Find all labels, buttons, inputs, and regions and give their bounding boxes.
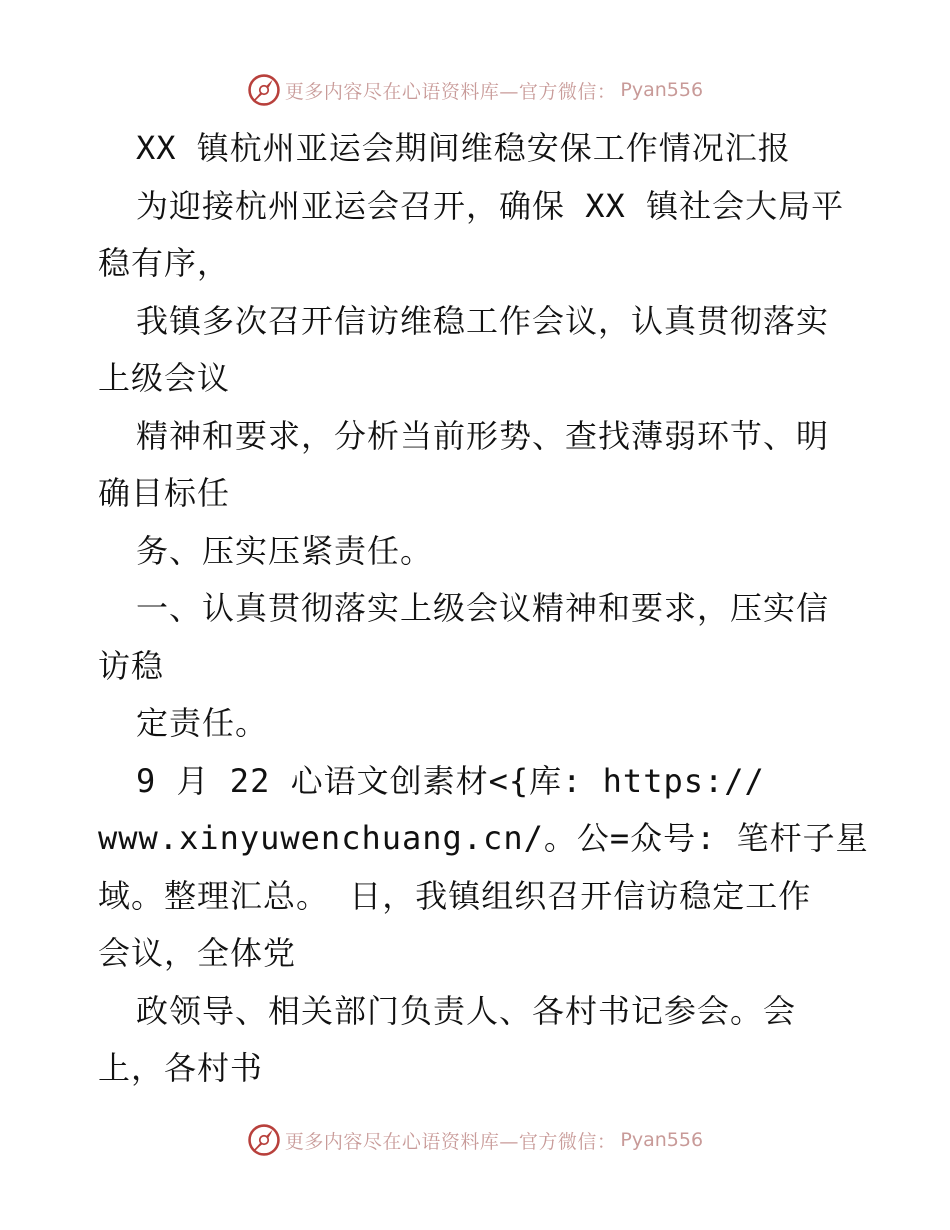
header-banner-text: 更多内容尽在心语资料库—官方微信： <box>284 80 617 103</box>
text-line: 域。整理汇总。 日，我镇组织召开信访稳定工作 <box>98 876 812 915</box>
text-line: www.xinyuwenchuang.cn/。公=众号: 笔杆子星 <box>98 819 869 857</box>
text-line: 定责任。 <box>136 704 269 742</box>
section-heading-line: 访稳 <box>98 646 165 685</box>
footer-banner <box>0 1120 950 1160</box>
text-line: 上，各村书 <box>98 1049 264 1087</box>
text-line: 确目标任 <box>98 474 231 512</box>
text-line: 会议，全体党 <box>98 934 297 972</box>
quill-logo-icon <box>247 1123 281 1157</box>
text-line: 上级会议 <box>98 359 231 397</box>
section-heading-line: 一、认真贯彻落实上级会议精神和要求，压实信 <box>136 589 830 627</box>
document-body <box>98 120 898 1098</box>
header-banner <box>0 70 950 110</box>
header-wechat-id: Pyan556 <box>620 79 704 101</box>
text-line: 稳有序， <box>98 244 231 282</box>
quill-logo-icon <box>247 73 281 107</box>
header-banner-inner <box>247 73 703 107</box>
text-line: 精神和要求，分析当前形势、查找薄弱环节、明 <box>136 416 830 455</box>
text-line: 我镇多次召开信访维稳工作会议，认真贯彻落实 <box>136 301 830 340</box>
text-line: 政领导、相关部门负责人、各村书记参会。会 <box>136 991 797 1030</box>
document-title: XX 镇杭州亚运会期间维稳安保工作情况汇报 <box>136 129 791 167</box>
footer-wechat-id: Pyan556 <box>620 1129 704 1151</box>
text-line: 为迎接杭州亚运会召开，确保 XX 镇社会大局平 <box>136 186 845 225</box>
footer-banner-inner <box>247 1123 703 1157</box>
text-line: 务、压实压紧责任。 <box>136 531 434 570</box>
footer-banner-text: 更多内容尽在心语资料库—官方微信： <box>284 1130 617 1153</box>
text-line: 9 月 22 心语文创素材<{库: https:// <box>136 761 765 800</box>
